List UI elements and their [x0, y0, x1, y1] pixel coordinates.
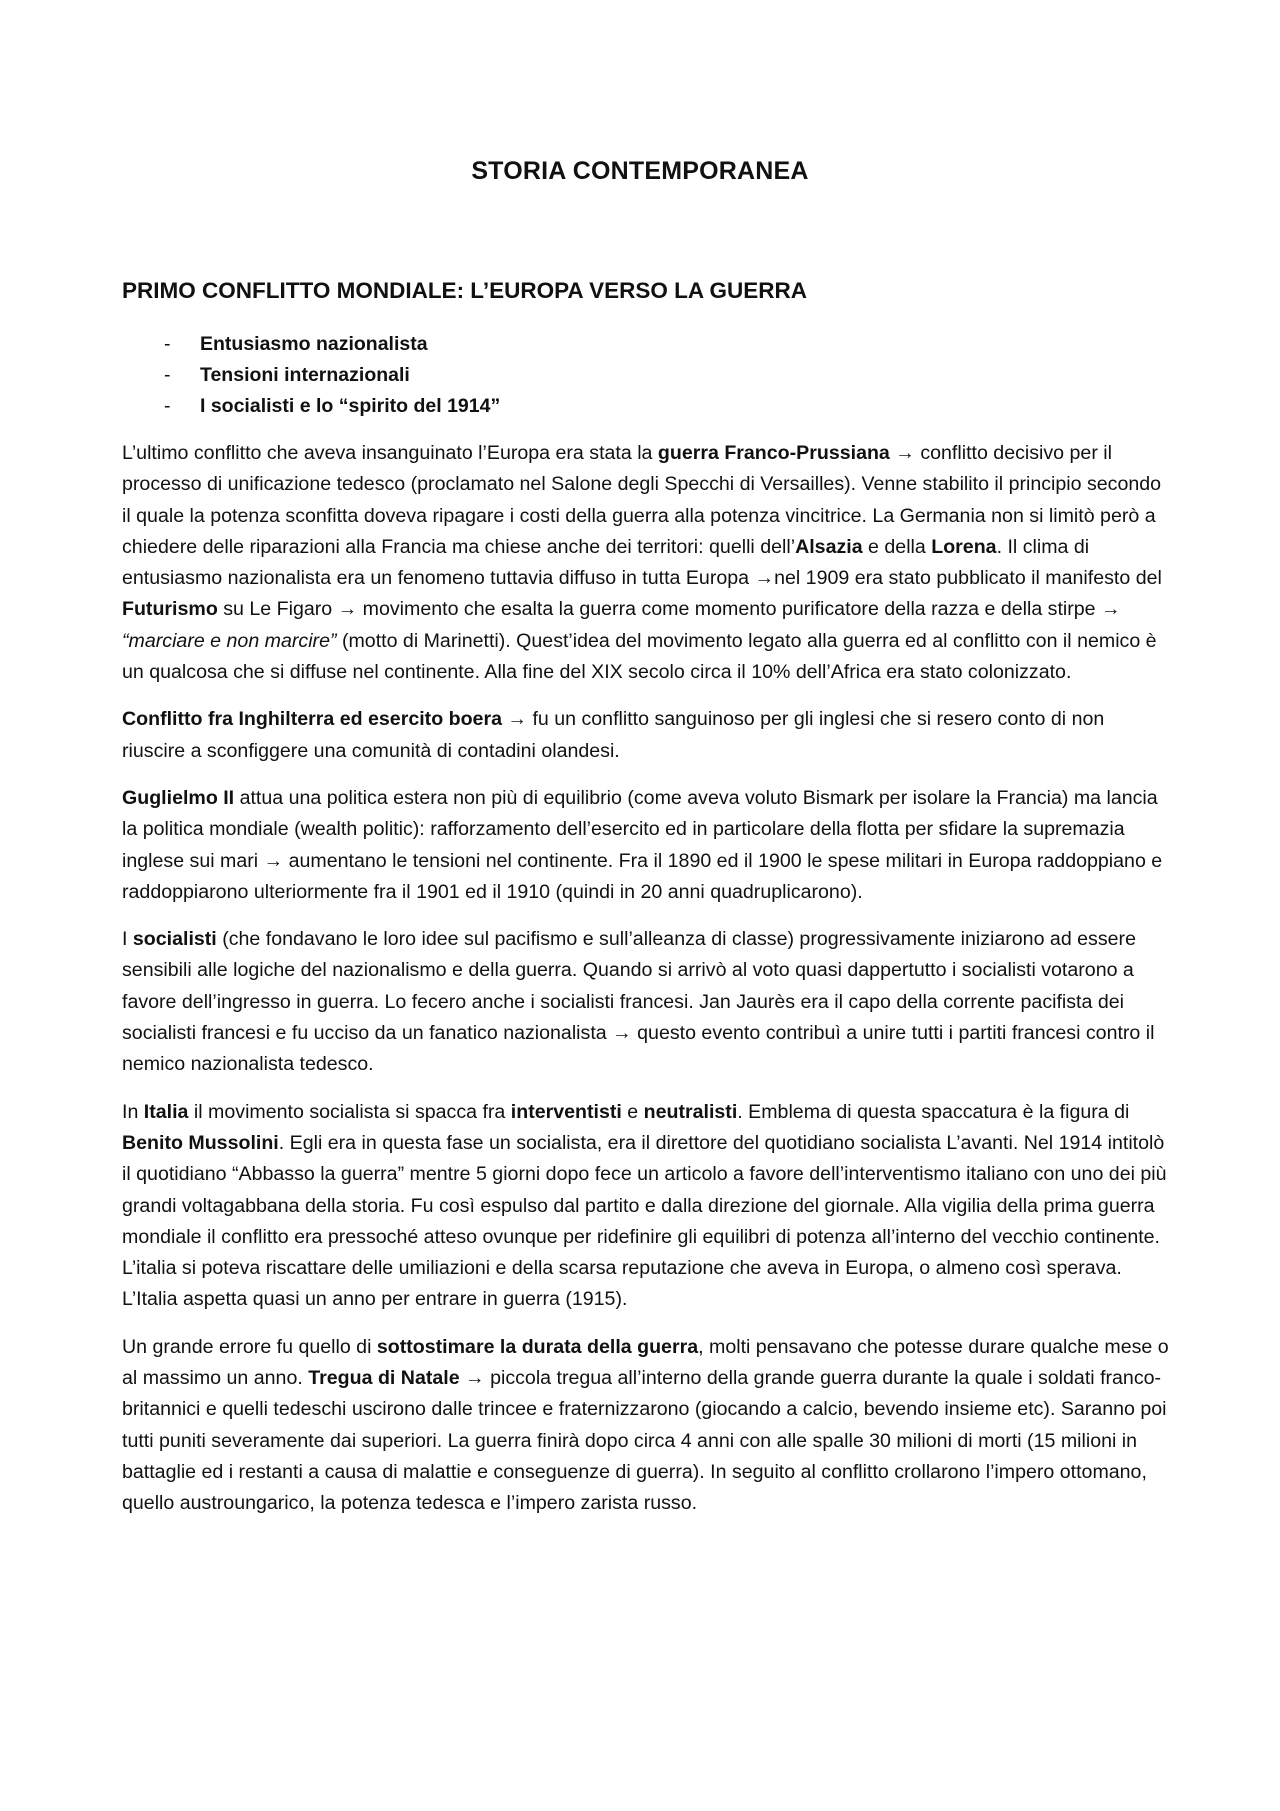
text-run: e	[621, 1100, 644, 1123]
bold-text-run: Futurismo	[122, 598, 218, 621]
text-run: su Le Figaro → movimento che esalta la guerra come momento purificatore della razza e della stirpe →	[217, 598, 1121, 621]
text-run: e della	[862, 535, 932, 558]
bold-text-run: Lorena	[931, 535, 997, 558]
bold-text-run: sottostimare la durata della guerra	[376, 1335, 699, 1358]
bullet-marker: -	[164, 395, 171, 417]
paragraph	[122, 704, 1172, 767]
text-run: , molti pensavano che potesse durare qualche mese o al massimo un anno.	[122, 1335, 1169, 1390]
text-run: Un grande errore fu quello di	[122, 1335, 377, 1358]
bold-text-run: Tregua di Natale	[308, 1367, 460, 1390]
paragraph	[122, 1332, 1172, 1520]
bullet-marker: -	[164, 333, 171, 355]
bullet-marker: -	[164, 364, 171, 386]
text-run: . Il clima di entusiasmo nazionalista era un fenomeno tuttavia diffuso in tutta Europa →nel 1909 era stato pubblicato il manifesto del	[122, 535, 1162, 590]
bold-text-run: guerra Franco-Prussiana	[657, 442, 890, 464]
text-run: I	[122, 928, 133, 951]
text-run: (motto di Marinetti). Quest’idea del movimento legato alla guerra ed al conflitto con il nemico è un qualcosa che si diffuse nel continente. Alla fine del XIX secolo circa il 10% dell’Africa era stato colonizzato.	[122, 629, 1157, 684]
italic-text-run: “marciare e non marcire”	[122, 629, 337, 652]
text-run: → fu un conflitto sanguinoso per gli inglesi che si resero conto di non riuscire a sconfiggere una comunità di contadini olandesi.	[122, 708, 1105, 762]
bold-text-run: Guglielmo II	[122, 786, 235, 809]
text-run: → piccola tregua all’interno della grande guerra durante la quale i soldati franco-britannici e quelli tedeschi uscirono dalle trincee e fraternizzarono (giocando a calcio, bevendo insieme etc). Saranno poi tutti puniti severamente dai superiori. La guerra finirà dopo circa 4 anni con alle spalle 30 milioni di morti (15 milioni in battaglie ed i restanti a causa di malattie e conseguenze di guerra). In seguito al conflitto crollarono l’impero ottomano, quello austroungarico, la potenza tedesca e l’impero zarista russo.	[122, 1367, 1167, 1515]
bullet-text: Tensioni internazionali	[200, 364, 410, 386]
text-run: (che fondavano le loro idee sul pacifismo e sull’alleanza di classe) progressivamente iniziarono ad essere sensibili alle logiche del nazionalismo e della guerra. Quando si arrivò al voto quasi dappertutto i socialisti votarono a favore dell’ingresso in guerra. Lo fecero anche i socialisti francesi. Jan Jaurès era il capo della corrente pacifista dei socialisti francesi e fu ucciso da un fanatico nazionalista → questo evento contribuì a unire tutti i partiti francesi contro il nemico nazionalista tedesco.	[122, 928, 1155, 1076]
paragraph	[122, 783, 1172, 908]
bullet-item	[122, 391, 500, 422]
bullet-text: I socialisti e lo “spirito del 1914”	[200, 395, 501, 417]
text-run: il movimento socialista si spacca fra	[188, 1100, 511, 1123]
bold-text-run: Italia	[143, 1100, 189, 1123]
paragraph	[122, 1097, 1172, 1316]
bold-text-run: neutralisti	[643, 1100, 738, 1123]
text-run: attua una politica estera non più di equilibrio (come aveva voluto Bismark per isolare la Francia) ma lancia la politica mondiale (wealth politic): rafforzamento dell’esercito ed in particolare della flotta per sfidare la supremazia inglese sui mari → aumentano le tensioni nel continente. Fra il 1890 ed il 1900 le spese militari in Europa raddoppiano e raddoppiarono ulteriormente fra il 1901 ed il 1910 (quindi in 20 anni quadruplicarono).	[122, 786, 1163, 903]
text-run: L’ultimo conflitto che aveva insanguinato l’Europa era stata la	[122, 442, 658, 464]
bold-text-run: Conflitto fra Inghilterra ed esercito boera	[122, 708, 502, 731]
paragraph	[122, 924, 1172, 1080]
text-run: → conflitto decisivo per il processo di unificazione tedesco (proclamato nel Salone degli Specchi di Versailles). Venne stabilito il principio secondo il quale la potenza sconfitta doveva ripagare i costi della guerra alla potenza vincitrice. La Germania non si limitò però a chiedere delle riparazioni alla Francia ma chiese anche dei territori: quelli dell’	[122, 442, 1162, 558]
section-heading: PRIMO CONFLITTO MONDIALE: L’EUROPA VERSO LA GUERRA	[122, 278, 808, 303]
bullet-item	[122, 360, 500, 391]
bullet-text: Entusiasmo nazionalista	[200, 333, 428, 355]
document-body	[122, 438, 1172, 1536]
bold-text-run: socialisti	[132, 928, 217, 951]
text-run: In	[122, 1100, 144, 1123]
bold-text-run: Benito Mussolini	[122, 1131, 279, 1154]
bold-text-run: Alsazia	[795, 535, 863, 558]
bullet-list	[122, 329, 500, 422]
text-run: . Egli era in questa fase un socialista, era il direttore del quotidiano socialista L’avanti. Nel 1914 intitolò il quotidiano “Abbasso la guerra” mentre 5 giorni dopo fece un articolo a favore dell’interventismo italiano con uno dei più grandi voltagabbana della storia. Fu così espulso dal partito e dalla direzione del giornale. Alla vigilia della prima guerra mondiale il conflitto era pressoché atteso ovunque per ridefinire gli equilibri di potenza all’interno del vecchio continente. L’italia si poteva riscattare delle umiliazioni e della scarsa reputazione che aveva in Europa, o almeno così sperava. L’Italia aspetta quasi un anno per entrare in guerra (1915).	[122, 1131, 1167, 1311]
paragraph	[122, 438, 1172, 688]
bullet-item	[122, 329, 500, 360]
bold-text-run: interventisti	[510, 1100, 622, 1123]
document-title: STORIA CONTEMPORANEA	[471, 157, 809, 185]
text-run: . Emblema di questa spaccatura è la figura di	[737, 1100, 1130, 1123]
